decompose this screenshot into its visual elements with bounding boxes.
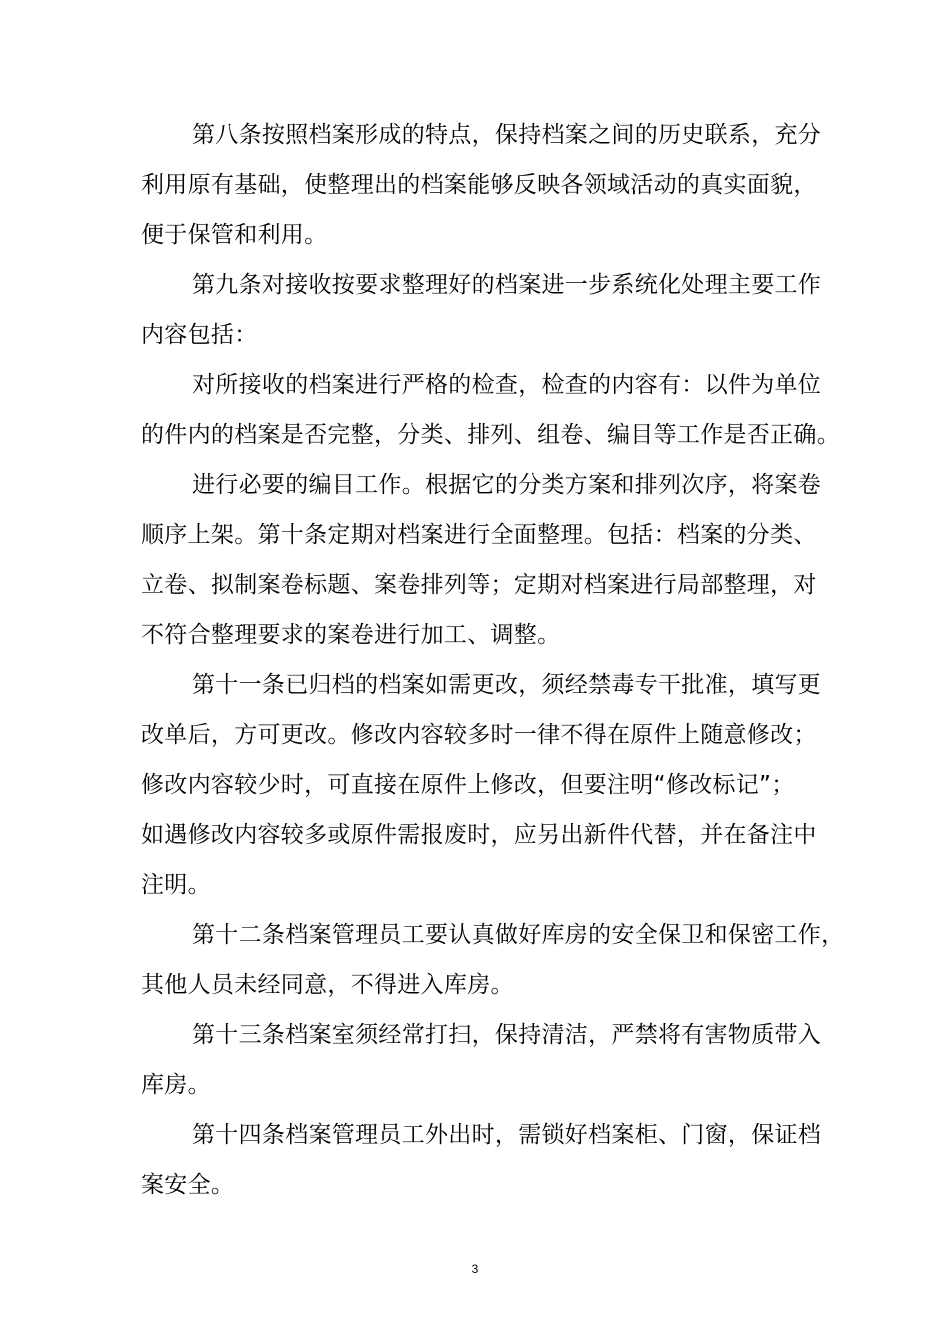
text-line: 第九条对接收按要求整理好的档案进一步系统化处理主要工作	[192, 272, 822, 298]
text-line: 第十一条已归档的档案如需更改，须经禁毒专干批准，填写更	[192, 672, 822, 698]
paragraph-article-12	[141, 910, 855, 1010]
text-line: 第十三条档案室须经常打扫，保持清洁，严禁将有害物质带入	[192, 1022, 822, 1048]
paragraph-cataloging	[141, 460, 855, 660]
text-line: 不符合整理要求的案卷进行加工、调整。	[141, 622, 561, 648]
text-line: 内容包括：	[141, 322, 258, 348]
page-number: 3	[471, 1262, 479, 1276]
paragraph-article-11	[141, 660, 855, 910]
paragraph-article-13	[141, 1010, 855, 1110]
paragraph-article-9	[141, 260, 855, 360]
document-body	[141, 110, 855, 1210]
text-line: 第八条按照档案形成的特点，保持档案之间的历史联系，充分	[192, 122, 822, 148]
text-line: 其他人员未经同意，不得进入库房。	[141, 972, 514, 998]
text-line: 顺序上架。第十条定期对档案进行全面整理。包括：档案的分类、	[141, 522, 817, 548]
text-line: 注明。	[141, 872, 211, 898]
text-line: 如遇修改内容较多或原件需报废时，应另出新件代替，并在备注中	[141, 822, 817, 848]
text-line: 第十二条档案管理员工要认真做好库房的安全保卫和保密工作，	[192, 922, 845, 948]
text-line: 立卷、拟制案卷标题、案卷排列等；定期对档案进行局部整理，对	[141, 572, 817, 598]
paragraph-article-8	[141, 110, 855, 260]
text-line: 利用原有基础，使整理出的档案能够反映各领域活动的真实面貌，	[141, 172, 817, 198]
text-line: 库房。	[141, 1072, 211, 1098]
paragraph-article-14	[141, 1110, 855, 1210]
text-line: 便于保管和利用。	[141, 222, 328, 248]
text-line: 的件内的档案是否完整，分类、排列、组卷、编目等工作是否正确。	[141, 422, 840, 448]
text-line: 案安全。	[141, 1172, 235, 1198]
text-line: 对所接收的档案进行严格的检查，检查的内容有：以件为单位	[192, 372, 822, 398]
text-line: 修改内容较少时，可直接在原件上修改，但要注明“修改标记”；	[141, 772, 795, 798]
paragraph-inspection	[141, 360, 855, 460]
text-line: 第十四条档案管理员工外出时，需锁好档案柜、门窗，保证档	[192, 1122, 822, 1148]
text-line: 进行必要的编目工作。根据它的分类方案和排列次序，将案卷	[192, 472, 822, 498]
text-line: 改单后，方可更改。修改内容较多时一律不得在原件上随意修改；	[141, 722, 817, 748]
